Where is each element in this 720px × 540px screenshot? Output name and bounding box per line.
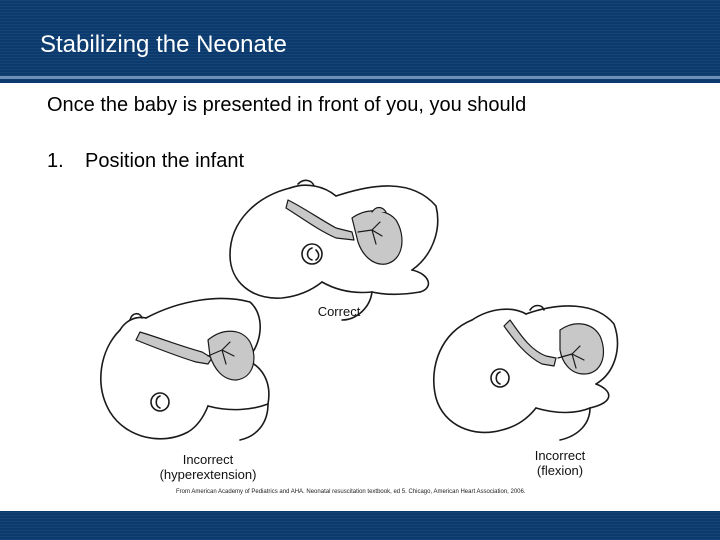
label-incorrect-hyperextension-line2: (hyperextension) (159, 467, 257, 482)
figure-credit: From American Academy of Pediatrics and AHA. Neonatal resuscitation textbook, ed 5. Chicago, American Heart Association, 2006. (176, 489, 526, 495)
label-incorrect-flexion-line2: (flexion) (536, 463, 584, 478)
label-incorrect-flexion-line1: Incorrect (534, 448, 586, 463)
step-text: Position the infant (85, 150, 244, 172)
intro-text: Once the baby is presented in front of you, you should (47, 94, 527, 116)
infant-correct (230, 180, 438, 320)
label-correct: Correct (317, 304, 361, 319)
label-incorrect-hyperextension-line1: Incorrect (182, 452, 234, 467)
slide-footer (0, 511, 720, 540)
header-rule-dark (0, 79, 720, 83)
step-number: 1. (47, 150, 64, 172)
label-incorrect-flexion (522, 448, 598, 478)
label-incorrect-hyperextension (148, 452, 268, 482)
infant-hyperextension (101, 299, 269, 440)
infant-flexion (434, 306, 618, 441)
slide-title: Stabilizing the Neonate (40, 31, 287, 58)
